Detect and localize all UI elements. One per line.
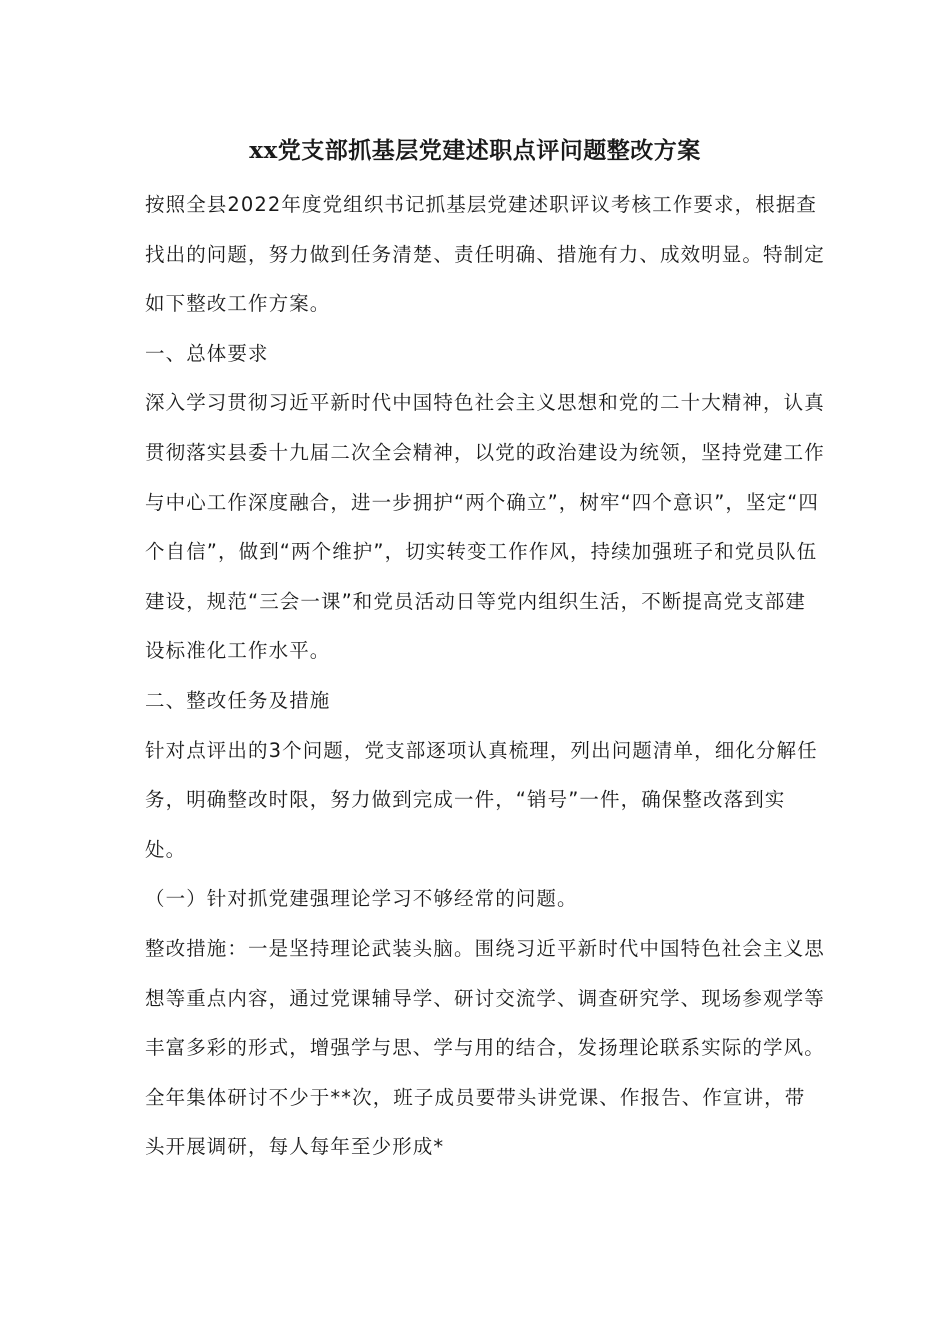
document-body: [145, 180, 825, 1172]
section-heading-general-requirements: 一、总体要求: [145, 341, 269, 365]
paragraph-intro: 按照全县2022年度党组织书记抓基层党建述职评议考核工作要求，根据查找出的问题，努力做到任务清楚、责任明确、措施有力、成效明显。特制定如下整改工作方案。: [145, 193, 825, 316]
paragraph-measures-issue-one: 整改措施：一是坚持理论武装头脑。围绕习近平新时代中国特色社会主义思想等重点内容，通过党课辅导学、研讨交流学、调查研究学、现场参观学等丰富多彩的形式，增强学与思、学与用的结合，发扬理论联系实际的学风。全年集体研讨不少于**次，班子成员要带头讲党课、作报告、作宣讲，带头开展调研，每人每年至少形成*: [145, 936, 825, 1159]
paragraph-general-requirements: 深入学习贯彻习近平新时代中国特色社会主义思想和党的二十大精神，认真贯彻落实县委十九届二次全会精神，以党的政治建设为统领，坚持党建工作与中心工作深度融合，进一步拥护“两个确立”，树牢“四个意识”，坚定“四个自信”，做到“两个维护”，切实转变工作作风，持续加强班子和党员队伍建设，规范“三会一课”和党员活动日等党内组织生活，不断提高党支部建设标准化工作水平。: [145, 391, 825, 663]
paragraph-tasks-overview: 针对点评出的3个问题，党支部逐项认真梳理，列出问题清单，细化分解任务，明确整改时限，努力做到完成一件，“销号”一件，确保整改落到实处。: [145, 738, 818, 861]
subsection-heading-issue-one: （一）针对抓党建强理论学习不够经常的问题。: [145, 887, 578, 911]
document-title: xx党支部抓基层党建述职点评问题整改方案: [249, 137, 701, 164]
section-heading-tasks-and-measures: 二、整改任务及措施: [145, 688, 331, 712]
